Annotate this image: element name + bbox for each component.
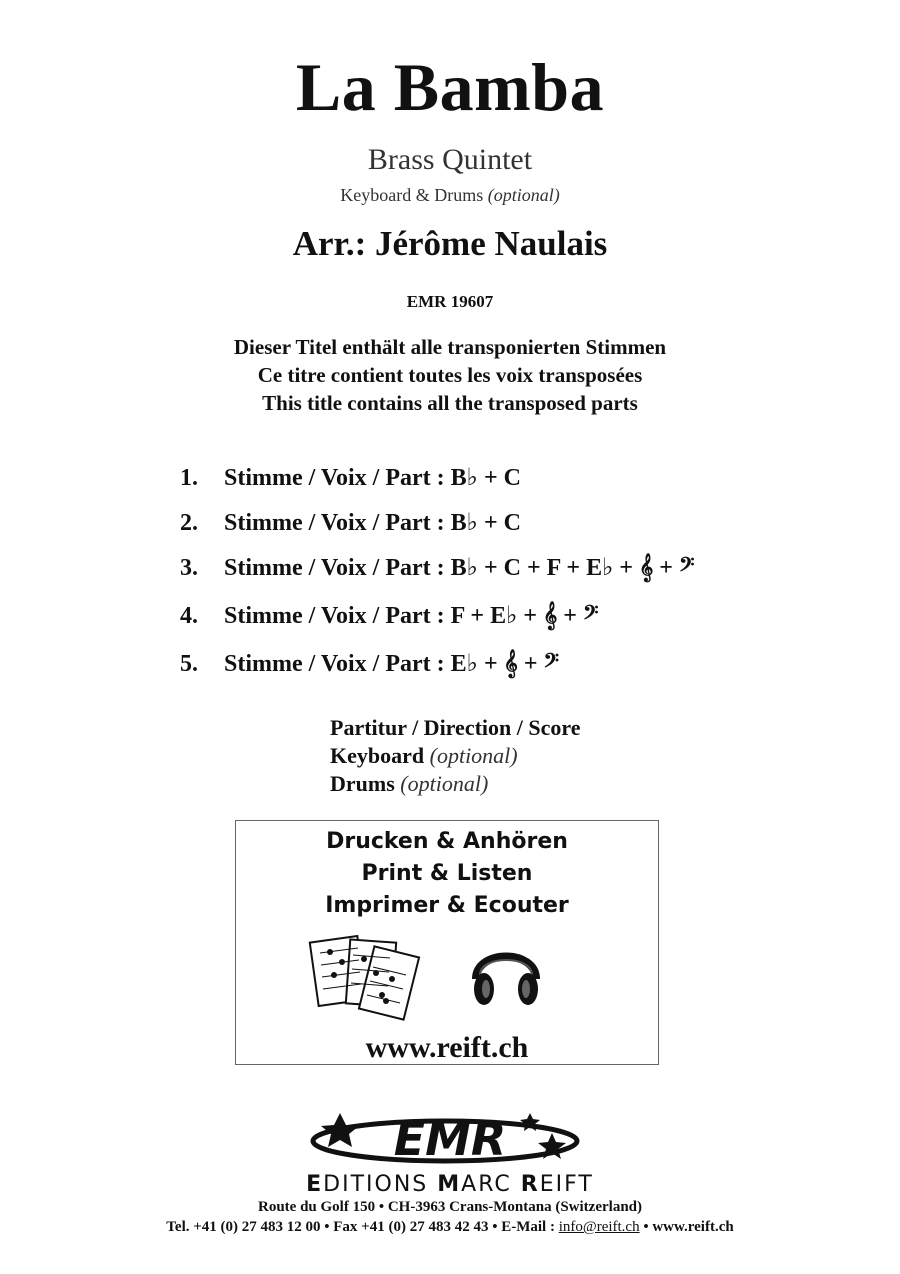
part-keys: B♭ + C <box>450 510 521 536</box>
headphones-icon <box>466 933 546 1013</box>
publisher-address: Route du Golf 150 • CH-3963 Crans-Montana (Switzerland) <box>258 1199 642 1215</box>
part-number: 4. <box>180 603 198 629</box>
part-label: Stimme / Voix / Part : <box>224 510 445 536</box>
publisher-name-part: R <box>520 1172 540 1197</box>
extra-label: Keyboard <box>330 743 425 768</box>
part-line <box>180 462 521 492</box>
logo-text: EMR <box>393 1112 507 1166</box>
part-line <box>180 648 559 678</box>
extra-drums <box>330 771 488 797</box>
part-number: 1. <box>180 465 198 491</box>
extra-score <box>330 715 581 741</box>
promo-line-fr: Imprimer & Ecouter <box>325 893 569 918</box>
extra-optional-note: (optional) <box>400 771 489 796</box>
part-label: Stimme / Voix / Part : <box>224 603 445 629</box>
publisher-name-part: M <box>437 1172 462 1197</box>
page-title: La Bamba <box>295 49 605 125</box>
contact-website[interactable]: • www.reift.ch <box>643 1219 734 1235</box>
promo-line-en: Print & Listen <box>361 861 533 886</box>
website-link[interactable]: www.reift.ch <box>365 1031 529 1064</box>
part-label: Stimme / Voix / Part : <box>224 465 445 491</box>
instrumentation-optional: (optional) <box>487 185 560 205</box>
part-number: 5. <box>180 651 198 677</box>
part-line <box>180 600 598 630</box>
publisher-name <box>0 1172 900 1197</box>
part-keys: E♭ + 𝄞 + 𝄢 <box>450 651 559 677</box>
part-number: 2. <box>180 510 198 536</box>
instrumentation-note <box>0 185 900 206</box>
part-label: Stimme / Voix / Part : <box>224 555 445 581</box>
extra-label: Partitur / Direction / Score <box>330 715 581 740</box>
publisher-name-part: E <box>306 1172 324 1197</box>
part-line <box>180 552 694 582</box>
part-line <box>180 507 521 537</box>
language-line-en: This title contains all the transposed parts <box>262 391 638 415</box>
ensemble-subtitle: Brass Quintet <box>367 143 533 176</box>
publisher-name-part: DITIONS <box>323 1172 438 1197</box>
arranger: Arr.: Jérôme Naulais <box>292 224 608 263</box>
contact-phone-fax: Tel. +41 (0) 27 483 12 00 • Fax +41 (0) 27 483 42 43 • E-Mail : <box>166 1219 555 1235</box>
extra-label: Drums <box>330 771 395 796</box>
email-link[interactable]: info@reift.ch <box>558 1219 640 1235</box>
promo-line-de: Drucken & Anhören <box>326 829 568 854</box>
part-label: Stimme / Voix / Part : <box>224 651 445 677</box>
extra-optional-note: (optional) <box>429 743 518 768</box>
part-keys: B♭ + C + F + E♭ + 𝄞 + 𝄢 <box>450 555 695 581</box>
part-number: 3. <box>180 555 198 581</box>
extra-keyboard <box>330 743 518 769</box>
publisher-name-part: ARC <box>461 1172 521 1197</box>
sheet-music-icon <box>306 933 426 1025</box>
instrumentation-main: Keyboard & Drums <box>340 185 484 205</box>
emr-logo <box>300 1105 600 1171</box>
print-listen-box <box>235 820 659 1065</box>
part-keys: B♭ + C <box>450 465 521 491</box>
publisher-contact <box>0 1219 900 1236</box>
language-line-de: Dieser Titel enthält alle transponierten Stimmen <box>233 335 667 359</box>
catalog-number: EMR 19607 <box>406 292 494 311</box>
language-line-fr: Ce titre contient toutes les voix transposées <box>257 363 643 387</box>
part-keys: F + E♭ + 𝄞 + 𝄢 <box>450 603 599 629</box>
publisher-name-part: EIFT <box>539 1172 594 1197</box>
